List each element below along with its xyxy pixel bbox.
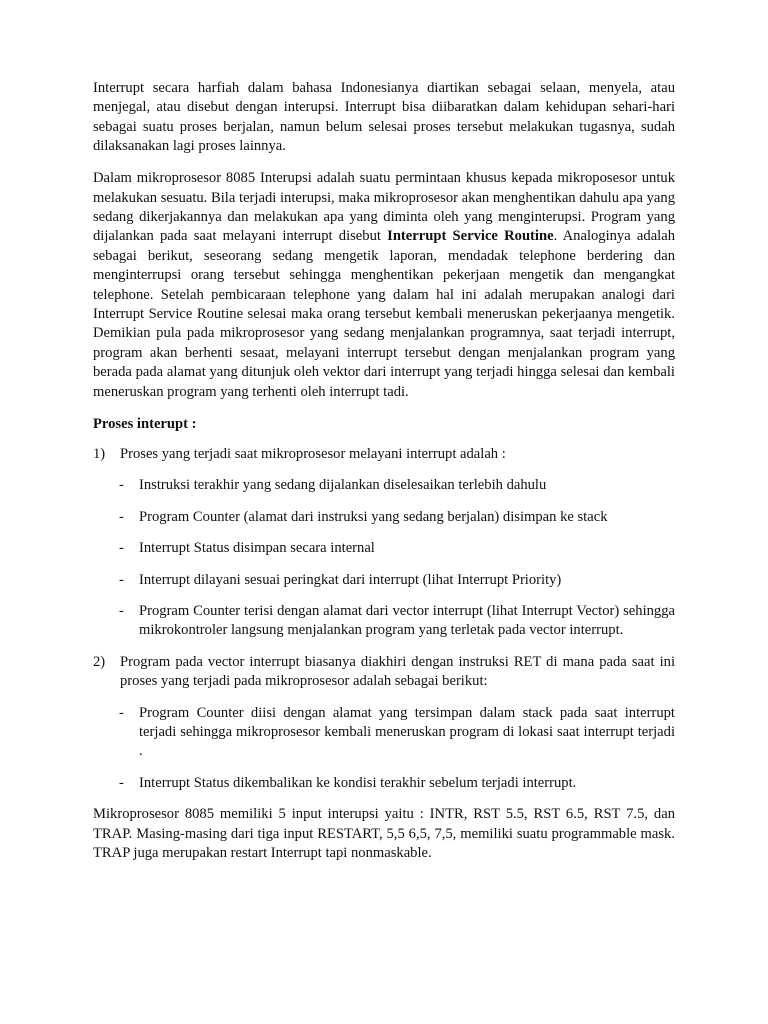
sublist-item-text: Instruksi terakhir yang sedang dijalankan diselesaikan terlebih dahulu <box>139 477 547 494</box>
sublist-item <box>93 508 675 527</box>
list-item-2 <box>93 653 675 692</box>
isr-term: Interrupt Service Routine <box>387 228 554 245</box>
dash-bullet: - <box>119 704 124 721</box>
list-item-1 <box>93 445 675 464</box>
document-page <box>93 79 675 876</box>
sublist-item-text: Interrupt dilayani sesuai peringkat dari interrupt (lihat Interrupt Priority) <box>139 571 562 588</box>
sublist-item-text: Interrupt Status dikembalikan ke kondisi terakhir sebelum terjadi interrupt. <box>139 774 577 791</box>
sublist-item <box>93 602 675 641</box>
dash-bullet: - <box>119 602 124 619</box>
sublist-item <box>93 539 675 558</box>
sublist-item-text: Program Counter (alamat dari instruksi yang sedang berjalan) disimpan ke stack <box>139 508 608 525</box>
paragraph-8085-inputs: Mikroprosesor 8085 memiliki 5 input interupsi yaitu : INTR, RST 5.5, RST 6.5, RST 7.5, dan TRAP. Masing-masing dari tiga input RESTART, 5,5 6,5, 7,5, memiliki suatu programmable mask. TRAP juga merupakan restart Interrupt tapi nonmaskable. <box>93 806 675 861</box>
paragraph-8085-text-2: . Analoginya adalah sebagai berikut, seseorang sedang mengetik laporan, mendadak telephone berdering dan menginterrupsi orang tersebut sehingga menghentikan pekerjaan mengetik dan mengangkat telephone. Setelah pembicaraan telephone yang dalam hal ini adalah merupakan analogi dari Interrupt Service Routine selesai maka orang tersebut kembali meneruskan pekerjaanya mengetik. Demikian pula pada mikroprosesor yang sedang menjalankan programnya, saat terjadi interrupt, program akan berhenti sesaat, melayani interrupt tersebut dengan menjalankan program yang berada pada alamat yang ditunjuk oleh vektor dari interrupt yang terjadi hingga selesai dan kembali meneruskan program yang terhenti oleh interrupt tadi. <box>93 228 675 400</box>
sublist-item <box>93 774 675 793</box>
sublist-item <box>93 571 675 590</box>
section-heading: Proses interupt : <box>93 415 197 432</box>
sublist-item <box>93 476 675 495</box>
list-item-text: Proses yang terjadi saat mikroprosesor melayani interrupt adalah : <box>120 445 506 462</box>
dash-bullet: - <box>119 508 124 525</box>
sublist-1 <box>93 476 675 640</box>
paragraph-8085-interrupt <box>93 169 675 402</box>
list-number: 1) <box>93 445 106 462</box>
dash-bullet: - <box>119 540 124 557</box>
list-number: 2) <box>93 653 106 670</box>
dash-bullet: - <box>119 774 124 791</box>
paragraph-8085-text-1: Dalam mikroprosesor 8085 Interupsi adalah suatu permintaan khusus kepada mikroposesor untuk melakukan sesuatu. Bila terjadi interupsi, maka mikroprosesor akan menghentikan dahulu apa yang sedang dikerjakannya dan melakukan apa yang diminta oleh yang menginterupsi. Program yang dijalankan pada saat melayani interrupt disebut <box>93 170 675 245</box>
sublist-item-text: Program Counter diisi dengan alamat yang tersimpan dalam stack pada saat interrupt terjadi sehingga mikroprosesor kembali meneruskan program di lokasi saat interrupt terjadi . <box>139 704 675 760</box>
sublist-2 <box>93 704 675 794</box>
dash-bullet: - <box>119 477 124 494</box>
dash-bullet: - <box>119 571 124 588</box>
sublist-item-text: Program Counter terisi dengan alamat dari vector interrupt (lihat Interrupt Vector) sehingga mikrokontroler langsung menjalankan program yang terletak pada vector interrupt. <box>139 602 675 639</box>
sublist-item <box>93 704 675 762</box>
list-item-text: Program pada vector interrupt biasanya diakhiri dengan instruksi RET di mana pada saat ini proses yang terjadi pada mikroprosesor adalah sebagai berikut: <box>120 653 675 690</box>
paragraph-intro: Interrupt secara harfiah dalam bahasa Indonesianya diartikan sebagai selaan, menyela, atau menjegal, atau disebut dengan interupsi. Interrupt bisa diibaratkan dalam kehidupan sehari-hari sebagai suatu proses berjalan, namun belum selesai proses tersebut melakukan tugasnya, sudah dilaksanakan lagi proses lainnya. <box>93 80 675 155</box>
sublist-item-text: Interrupt Status disimpan secara internal <box>139 540 375 557</box>
